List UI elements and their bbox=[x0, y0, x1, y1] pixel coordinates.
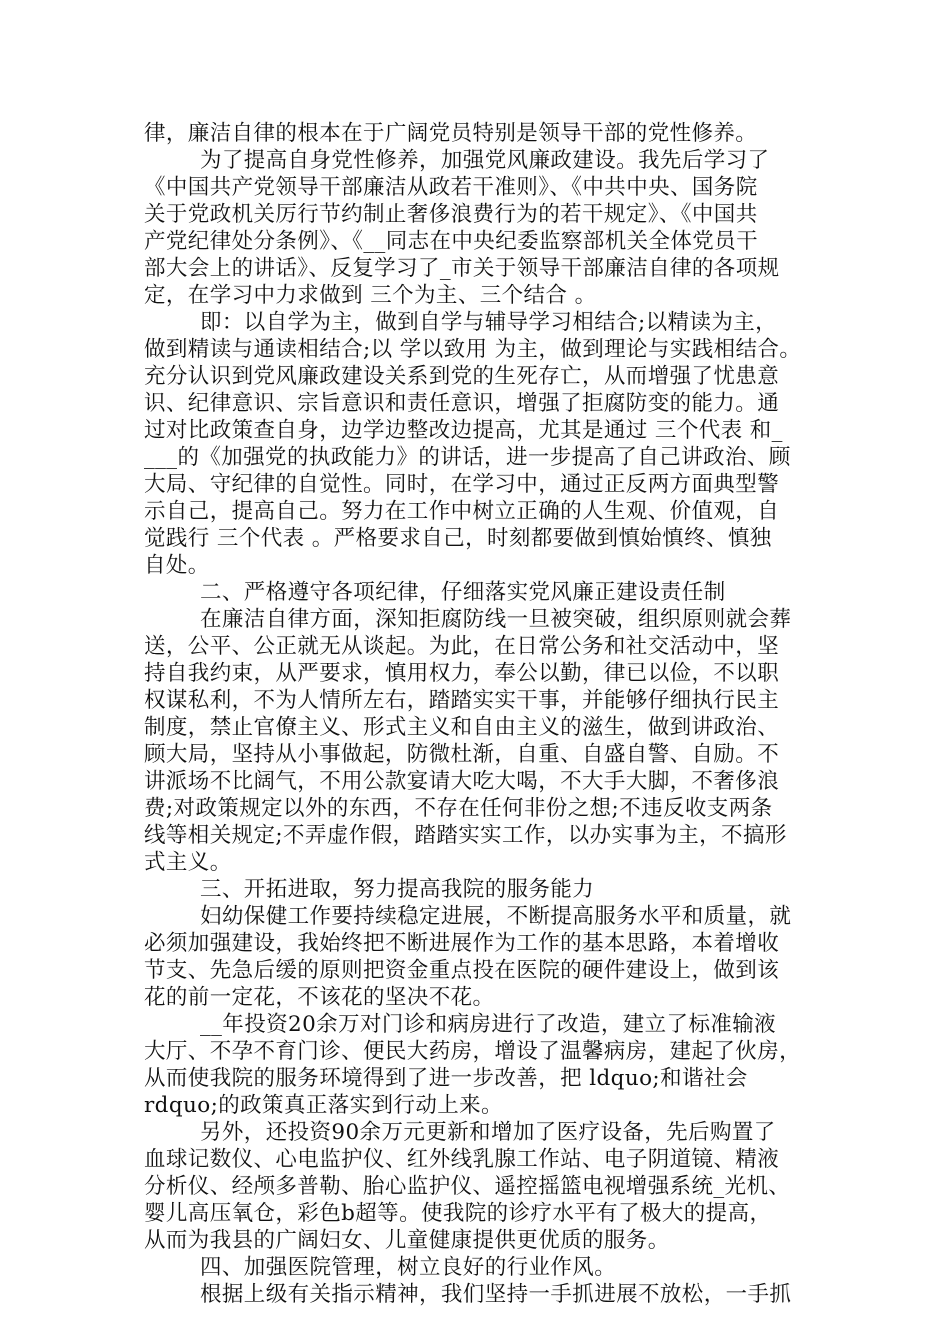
text-line: 三、开拓进取，努力提高我院的服务能力 bbox=[200, 877, 595, 902]
text-line: 在廉洁自律方面，深知拒腐防线一旦被突破，组织原则就会葬 bbox=[200, 607, 792, 632]
text-line: 线等相关规定;不弄虚作假，踏踏实实工作，以办实事为主，不搞形 bbox=[144, 823, 787, 848]
text-line: 顾大局，坚持从小事做起，防微杜渐，自重、自盛自警、自励。不 bbox=[144, 742, 780, 767]
text-line: 即：以自学为主，做到自学与辅导学习相结合;以精读为主， bbox=[200, 310, 778, 335]
text-line: 识、纪律意识、宗旨意识和责任意识，增强了拒腐防变的能力。通 bbox=[144, 391, 780, 416]
document-body bbox=[144, 120, 820, 1308]
text-line: 自处。 bbox=[144, 553, 210, 578]
text-line: 二、严格遵守各项纪律，仔细落实党风廉正建设责任制 bbox=[200, 580, 726, 605]
text-line: 另外，还投资90余万元更新和增加了医疗设备，先后购置了 bbox=[200, 1120, 776, 1145]
text-line: 充分认识到党风廉政建设关系到党的生死存亡，从而增强了忧患意 bbox=[144, 364, 780, 389]
text-line: 婴儿高压氧仓，彩色b超等。使我院的诊疗水平有了极大的提高， bbox=[144, 1201, 772, 1226]
text-line: 从而使我院的服务环境得到了进一步改善，把 ldquo;和谐社会 bbox=[144, 1066, 748, 1091]
text-line: 大局、守纪律的自觉性。同时，在学习中，通过正反两方面典型警 bbox=[144, 472, 780, 497]
text-line: 根据上级有关指示精神，我们坚持一手抓进展不放松，一手抓 bbox=[200, 1282, 792, 1307]
text-line: 权谋私利，不为人情所左右，踏踏实实干事，并能够仔细执行民主 bbox=[144, 688, 780, 713]
text-line: 必须加强建设，我始终把不断进展作为工作的基本思路，本着增收 bbox=[144, 931, 780, 956]
text-line: 产党纪律处分条例》、《__同志在中央纪委监察部机关全体党员干 bbox=[144, 229, 759, 254]
text-line: 部大会上的讲话》、反复学习了_市关于领导干部廉洁自律的各项规 bbox=[144, 256, 780, 281]
text-line: 分析仪、经颅多普勒、胎心监护仪、遥控摇篮电视增强系统_光机、 bbox=[144, 1174, 791, 1199]
text-line: rdquo;的政策真正落实到行动上来。 bbox=[144, 1093, 503, 1118]
text-line: 式主义。 bbox=[144, 850, 232, 875]
text-line: 做到精读与通读相结合;以 学以致用 为主，做到理论与实践相结合。 bbox=[144, 337, 802, 362]
text-line: 妇幼保健工作要持续稳定进展，不断提高服务水平和质量，就 bbox=[200, 904, 792, 929]
text-line: 四、加强医院管理，树立良好的行业作风。 bbox=[200, 1255, 617, 1280]
text-line: 花的前一定花，不该花的坚决不花。 bbox=[144, 985, 495, 1010]
text-line: 觉践行 三个代表 。严格要求自己，时刻都要做到慎始慎终、慎独 bbox=[144, 526, 772, 551]
text-line: 费;对政策规定以外的东西，不存在任何非份之想;不违反收支两条 bbox=[144, 796, 773, 821]
text-line: 《中国共产党领导干部廉洁从政若干准则》、《中共中央、国务院 bbox=[144, 175, 758, 200]
text-line: 大厅、不孕不育门诊、便民大药房，增设了温馨病房，建起了伙房， bbox=[144, 1039, 802, 1064]
text-line: 律，廉洁自律的根本在于广阔党员特别是领导干部的党性修养。 bbox=[144, 121, 758, 146]
text-line: __年投资20余万对门诊和病房进行了改造，建立了标准输液 bbox=[200, 1012, 777, 1037]
text-line: 示自己，提高自己。努力在工作中树立正确的人生观、价值观，自 bbox=[144, 499, 780, 524]
text-line: 关于党政机关厉行节约制止奢侈浪费行为的若干规定》、《中国共 bbox=[144, 202, 758, 227]
text-line: 节支、先急后缓的原则把资金重点投在医院的硬件建设上，做到该 bbox=[144, 958, 780, 983]
text-line: 讲派场不比阔气，不用公款宴请大吃大喝，不大手大脚，不奢侈浪 bbox=[144, 769, 780, 794]
text-line: 过对比政策查自身，边学边整改边提高，尤其是通过 三个代表 和_ bbox=[144, 418, 783, 443]
text-line: 送，公平、公正就无从谈起。为此，在日常公务和社交活动中，坚 bbox=[144, 634, 780, 659]
text-line: 持自我约束，从严要求，慎用权力，奉公以勤，律已以俭，不以职 bbox=[144, 661, 780, 686]
text-line: 血球记数仪、心电监护仪、红外线乳腺工作站、电子阴道镜、精液 bbox=[144, 1147, 780, 1172]
text-line: 从而为我县的广阔妇女、儿童健康提供更优质的服务。 bbox=[144, 1228, 670, 1253]
text-line: 定，在学习中力求做到 三个为主、三个结合 。 bbox=[144, 283, 597, 308]
text-line: 制度，禁止官僚主义、形式主义和自由主义的滋生，做到讲政治、 bbox=[144, 715, 780, 740]
text-line: 为了提高自身党性修养，加强党风廉政建设。我先后学习了 bbox=[200, 148, 770, 173]
text-line: ___的《加强党的执政能力》的讲话，进一步提高了自己讲政治、顾 bbox=[144, 445, 791, 470]
